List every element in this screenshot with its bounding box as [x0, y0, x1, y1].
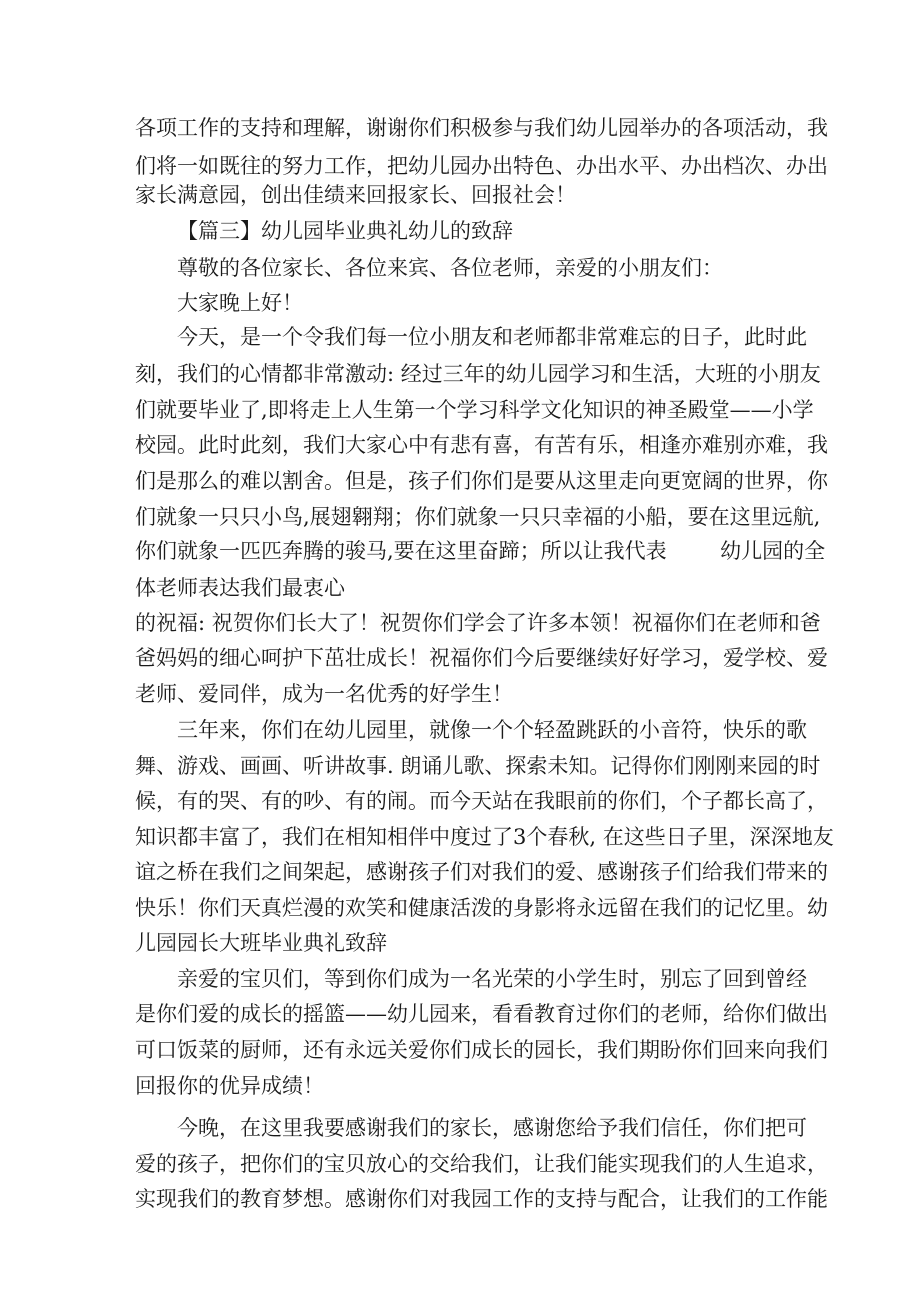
text-line: 是你们爱的成长的摇篮——幼儿园来，看看教育过你们的老师，给你们做出	[135, 1002, 828, 1026]
text-line: 们就要毕业了,即将走上人生第一个学习科学文化知识的神圣殿堂——小学	[135, 398, 814, 422]
text-line: 今天，是一个令我们每一位小朋友和老师都非常难忘的日子，此时此	[177, 325, 807, 349]
text-line: 各项工作的支持和理解，谢谢你们积极参与我们幼儿园举办的各项活动，我	[135, 116, 828, 140]
text-line: 家长满意园，创出佳绩来回报家长、回报社会！	[135, 183, 576, 207]
text-line: 体老师表达我们最衷心	[135, 576, 345, 600]
text-line: 实现我们的教育梦想。感谢你们对我园工作的支持与配合，让我们的工作能	[135, 1187, 828, 1211]
greeting-line: 大家晚上好！	[177, 291, 303, 315]
text-line: 候，有的哭、有的吵、有的闹。而今天站在我眼前的你们，个子都长高了，	[135, 789, 828, 813]
text-line: 的祝福: 祝贺你们长大了！祝贺你们学会了许多本领！祝福你们在老师和爸	[135, 611, 821, 635]
text-line: 老师、爱同伴，成为一名优秀的好学生！	[135, 682, 513, 706]
text-line: 可口饭菜的厨师，还有永远关爱你们成长的园长，我们期盼你们回来向我们	[135, 1038, 828, 1062]
text-line: 们是那么的难以割舍。但是，孩子们你们是要从这里走向更宽阔的世界，你	[135, 469, 828, 493]
text-line: 刻，我们的心情都非常激动: 经过三年的幼儿园学习和生活，大班的小朋友	[135, 362, 821, 386]
text-line: 快乐！你们天真烂漫的欢笑和健康活泼的身影将永远留在我们的记忆里。幼	[135, 896, 828, 920]
text-line: 爸妈妈的细心呵护下茁壮成长！祝福你们今后要继续好好学习，爱学校、爱	[135, 646, 828, 670]
text-line: 爱的孩子，把你们的宝贝放心的交给我们，让我们能实现我们的人生追求，	[135, 1152, 828, 1176]
text-line: 谊之桥在我们之间架起，感谢孩子们对我们的爱、感谢孩子们给我们带来的	[135, 860, 828, 884]
text-line: 儿园园长大班毕业典礼致辞	[135, 931, 387, 955]
text-line: 今晚，在这里我要感谢我们的家长，感谢您给予我们信任，你们把可	[177, 1116, 807, 1140]
text-line: 知识都丰富了，我们在相知相伴中度过了3个春秋, 在这些日子里，深深地友	[135, 825, 834, 849]
section-heading: 【篇三】幼儿园毕业典礼幼儿的致辞	[177, 219, 513, 243]
salutation-line: 尊敬的各位家长、各位来宾、各位老师，亲爱的小朋友们：	[177, 256, 723, 280]
text-line: 校园。此时此刻，我们大家心中有悲有喜，有苦有乐，相逢亦难别亦难，我	[135, 433, 828, 457]
text-line: 们就象一只只小鸟,展翅翱翔；你们就象一只只幸福的小船，要在这里远航,	[135, 505, 821, 529]
text-line: 回报你的优异成绩！	[135, 1074, 324, 1098]
text-line: 亲爱的宝贝们，等到你们成为一名光荣的小学生时，别忘了回到曾经	[177, 967, 807, 991]
text-line: 三年来，你们在幼儿园里，就像一个个轻盈跳跃的小音符，快乐的歌	[177, 718, 807, 742]
text-line: 你们就象一匹匹奔腾的骏马,要在这里奋蹄；所以让我代表 幼儿园的全	[135, 539, 826, 563]
text-line: 舞、游戏、画画、听讲故事. 朗诵儿歌、探索未知。记得你们刚刚来园的时	[135, 754, 821, 778]
text-line: 们将一如既往的努力工作，把幼儿园办出特色、办出水平、办出档次、办出	[135, 154, 828, 178]
